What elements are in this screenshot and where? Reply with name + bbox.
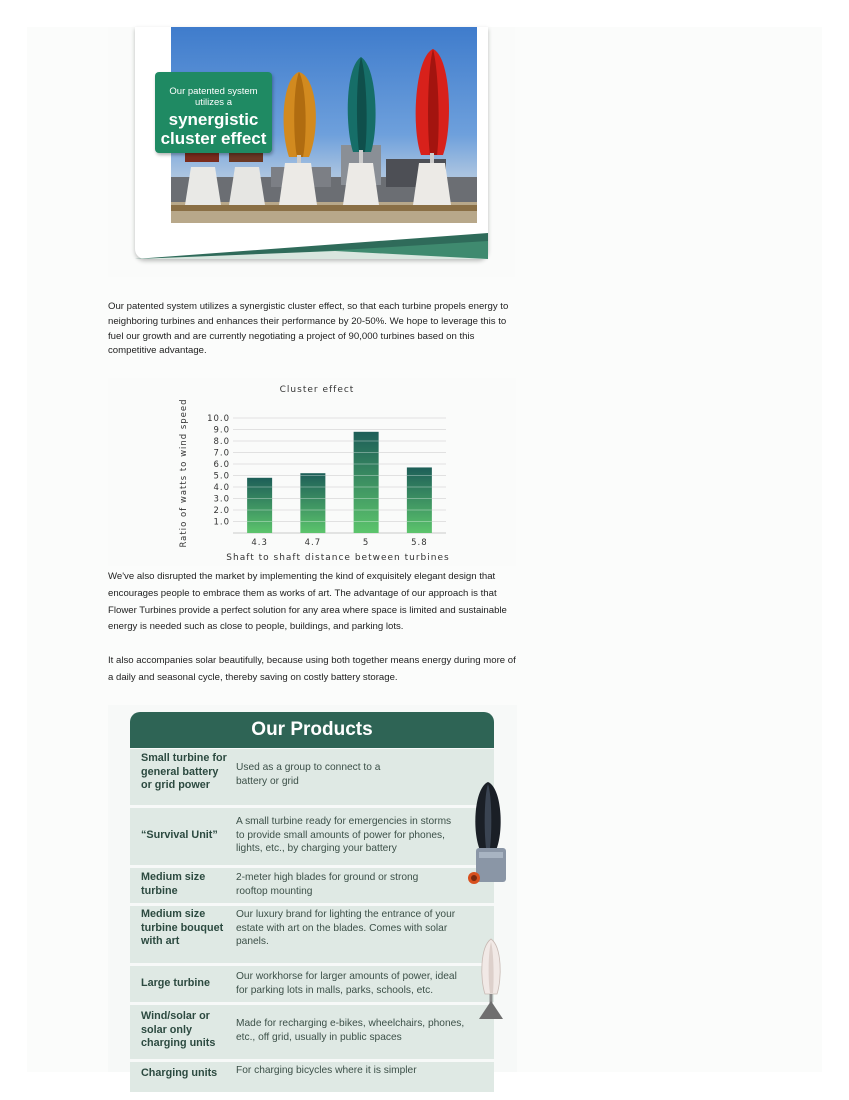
chart-y-tick-label: 5.0 xyxy=(213,471,230,482)
chart-x-tick-label: 4.7 xyxy=(304,538,322,548)
chart-x-tick-label: 4.3 xyxy=(251,538,268,548)
hero-badge-small-text: Our patented system utilizes a xyxy=(169,86,258,108)
product-description: For charging bicycles where it is simpler xyxy=(236,1065,417,1076)
hero-decorative-band xyxy=(135,229,488,259)
product-row xyxy=(130,868,494,903)
product-row xyxy=(130,1062,494,1092)
product-row xyxy=(130,966,494,1002)
product-description: Used as a group to connect to a battery or grid xyxy=(236,762,381,787)
chart-svg xyxy=(108,378,516,566)
paragraph-solar: It also accompanies solar beautifully, because using both together means energy during more of a daily and seasonal cycle, thereby saving on costly battery storage. xyxy=(108,655,516,683)
product-row xyxy=(130,749,494,805)
paragraph-design: We've also disrupted the market by implementing the kind of exquisitely elegant design that encourages people to embrace them as works of art. The advantage of our approach is that Flower Turbines provide a perfect solution for any area where space is limited and sustainable energy is needed such as close to people, buildings, and parking lots. xyxy=(108,571,507,633)
product-description: Our luxury brand for lighting the entrance of your estate with art on the blades. Comes with solar panels. xyxy=(236,909,456,947)
product-name: Charging units xyxy=(141,1067,218,1079)
chart-y-tick-label: 6.0 xyxy=(213,460,230,470)
chart-y-tick-label: 1.0 xyxy=(213,517,230,528)
hero-image xyxy=(135,27,488,259)
paragraph-cluster-effect: Our patented system utilizes a synergistic cluster effect, so that each turbine propels energy to neighboring turbines and enhances their performance by 20-50%. We hope to leverage this to fuel our growth and are currently negotiating a project of 90,000 turbines based on this competitive advantage. xyxy=(108,301,509,357)
chart-x-tick-label: 5.8 xyxy=(411,538,428,548)
chart-bar xyxy=(407,467,432,533)
chart-bar xyxy=(354,432,379,533)
product-name: Wind/solar or solar only charging units xyxy=(141,1010,216,1049)
products-table xyxy=(130,712,494,1092)
cluster-effect-chart xyxy=(108,378,516,566)
chart-y-tick-label: 3.0 xyxy=(213,494,230,505)
chart-y-tick-label: 2.0 xyxy=(213,506,230,516)
survival-unit-illustration xyxy=(466,782,510,892)
chart-y-tick-label: 8.0 xyxy=(213,437,230,447)
product-name: “Survival Unit” xyxy=(141,829,218,841)
product-name: Medium size turbine bouquet with art xyxy=(141,908,224,947)
product-name: Medium size turbine xyxy=(141,871,206,897)
products-title: Our Products xyxy=(130,712,494,748)
product-name: Small turbine for general battery or grid power xyxy=(141,752,227,791)
product-description: Made for recharging e-bikes, wheelchairs, phones, etc., off grid, usually in public spaces xyxy=(236,1018,465,1043)
chart-y-tick-label: 10.0 xyxy=(207,414,230,424)
product-row xyxy=(130,906,494,963)
chart-title: Cluster effect xyxy=(279,385,355,395)
chart-x-tick-label: 5 xyxy=(362,538,370,548)
hero-badge-big-text: synergistic cluster effect xyxy=(160,110,267,148)
hero-badge xyxy=(155,72,272,153)
product-description: A small turbine ready for emergencies in storms to provide small amounts of power for phones, lights, etc., by charging your battery xyxy=(236,816,452,854)
product-row xyxy=(130,1005,494,1059)
product-description: 2-meter high blades for ground or strong rooftop mounting xyxy=(236,872,419,897)
chart-bar xyxy=(300,473,325,533)
chart-bar xyxy=(247,478,272,533)
large-turbine-illustration xyxy=(476,939,506,1021)
product-row xyxy=(130,808,494,865)
product-name: Large turbine xyxy=(141,977,210,989)
chart-x-axis-label: Shaft to shaft distance between turbines xyxy=(226,553,450,563)
chart-y-tick-label: 4.0 xyxy=(213,483,230,493)
product-description: Our workhorse for larger amounts of power, ideal for parking lots in malls, parks, schools, etc. xyxy=(236,971,457,996)
chart-y-tick-label: 9.0 xyxy=(213,425,230,436)
chart-y-axis-label: Ratio of watts to wind speed xyxy=(179,398,189,548)
products-image xyxy=(108,705,517,1079)
chart-y-tick-label: 7.0 xyxy=(213,448,230,459)
